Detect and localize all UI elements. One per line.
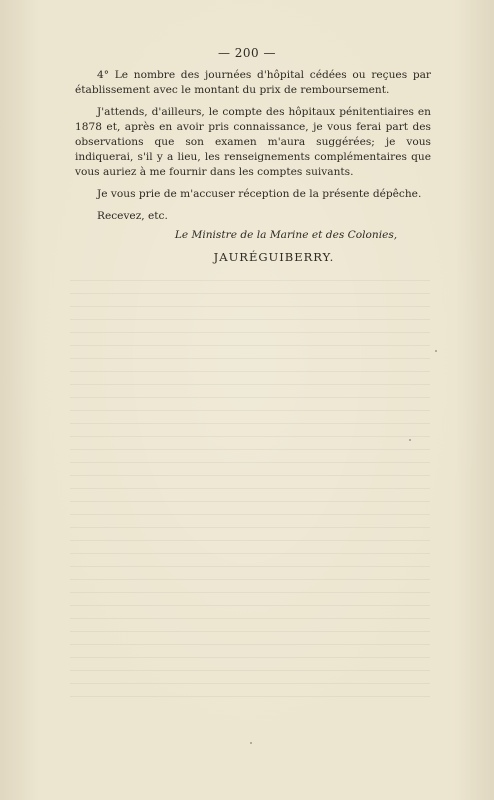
signature-title: Le Ministre de la Marine et des Colonies,: [174, 229, 398, 241]
paper-speck: [409, 439, 411, 441]
paragraph-hospital-accounts: J'attends, d'ailleurs, le compte des hôpitaux pénitentiaires en 1878 et, après en avoir pris connaissance, je vous ferai part des observations que son examen m'aura suggérées; je vous indiquerai, s'il y a lieu, les renseignements complémentaires que vous auriez à me fournir dans les comptes suivants.: [75, 106, 431, 178]
body-text: [75, 68, 431, 224]
paper-speck: [250, 742, 252, 744]
paragraph-item-4: 4° Le nombre des journées d'hôpital cédées ou reçues par établissement avec le montant du prix de remboursement.: [75, 69, 431, 96]
show-through-text: [70, 280, 430, 700]
paragraph-closing: Recevez, etc.: [97, 210, 168, 222]
page-number: — 200 —: [217, 46, 277, 60]
paper-speck: [435, 350, 437, 352]
paragraph-acknowledgment: Je vous prie de m'accuser réception de la présente dépêche.: [97, 188, 422, 200]
signature-name: JAURÉGUIBERRY.: [213, 250, 335, 264]
